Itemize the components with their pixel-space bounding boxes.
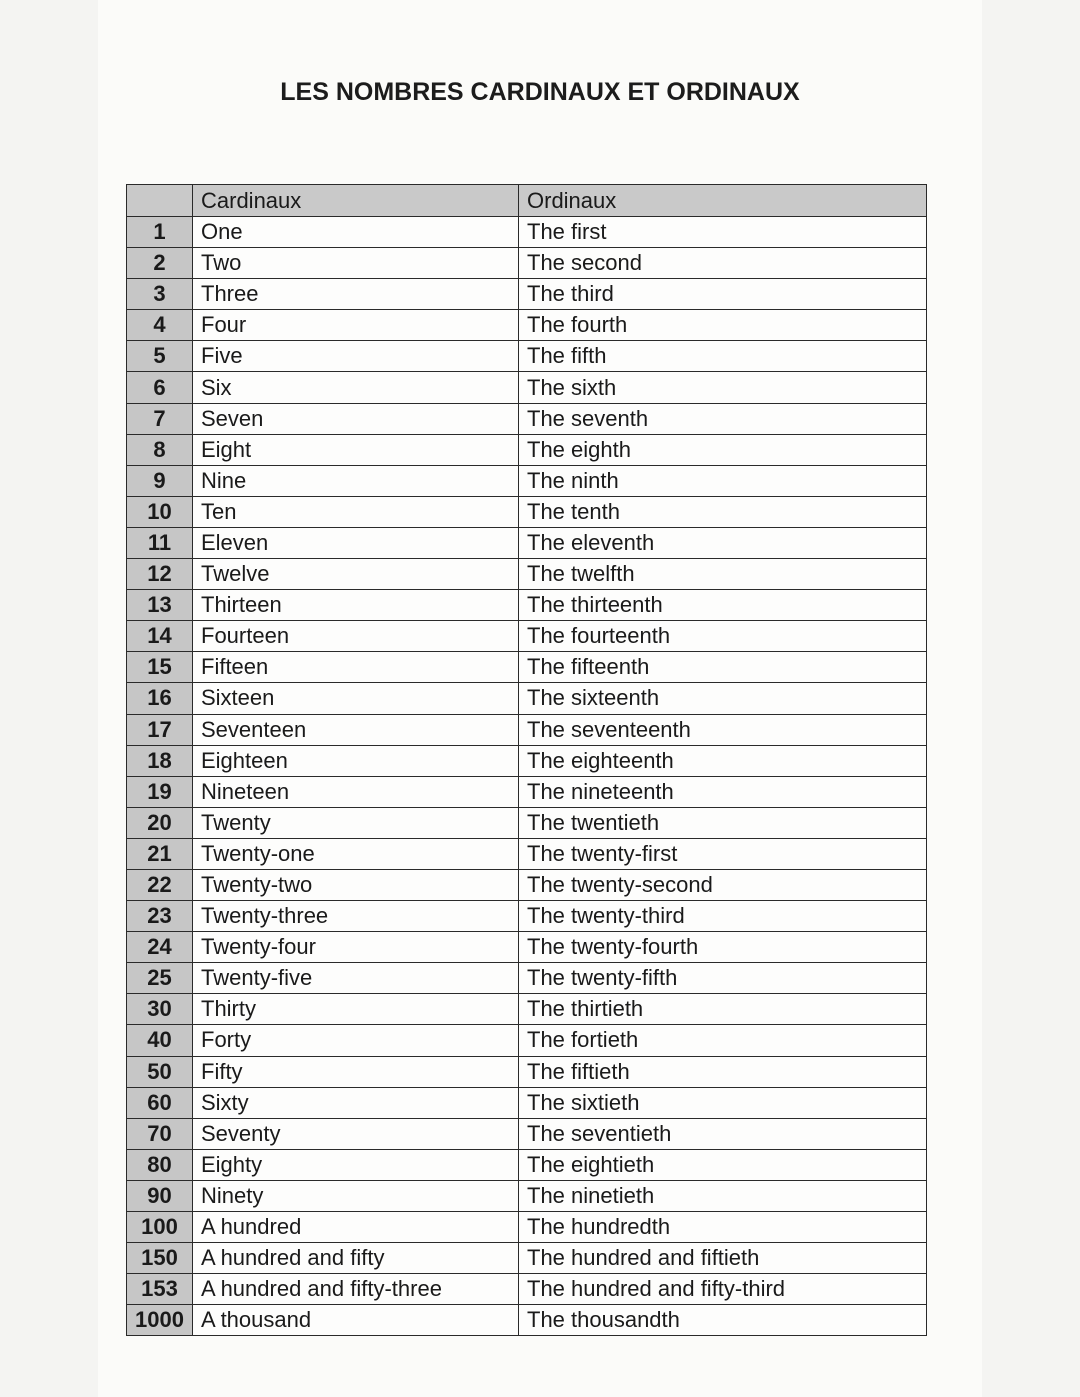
cardinal-cell: A thousand (193, 1305, 519, 1336)
header-cardinaux: Cardinaux (193, 185, 519, 217)
table-row (127, 776, 927, 807)
row-number: 24 (127, 932, 193, 963)
cardinal-cell: Fifty (193, 1056, 519, 1087)
cardinal-cell: Fifteen (193, 652, 519, 683)
row-number: 30 (127, 994, 193, 1025)
cardinal-cell: Twenty-three (193, 901, 519, 932)
ordinal-cell: The seventeenth (519, 714, 927, 745)
row-number: 2 (127, 248, 193, 279)
row-number: 60 (127, 1087, 193, 1118)
row-number: 9 (127, 465, 193, 496)
table-row (127, 1305, 927, 1336)
row-number: 23 (127, 901, 193, 932)
cardinal-cell: Twenty-two (193, 869, 519, 900)
cardinal-cell: Sixteen (193, 683, 519, 714)
ordinal-cell: The hundred and fifty-third (519, 1274, 927, 1305)
table-row (127, 1212, 927, 1243)
cardinal-cell: Twenty-one (193, 838, 519, 869)
cardinal-cell: Six (193, 372, 519, 403)
cardinal-cell: Thirteen (193, 590, 519, 621)
row-number: 3 (127, 279, 193, 310)
row-number: 40 (127, 1025, 193, 1056)
cardinal-cell: Twenty (193, 807, 519, 838)
ordinal-cell: The fourteenth (519, 621, 927, 652)
ordinal-cell: The hundred and fiftieth (519, 1243, 927, 1274)
ordinal-cell: The twenty-first (519, 838, 927, 869)
cardinal-cell: Four (193, 310, 519, 341)
cardinal-cell: Five (193, 341, 519, 372)
cardinal-cell: Twenty-five (193, 963, 519, 994)
cardinal-cell: Seven (193, 403, 519, 434)
row-number: 5 (127, 341, 193, 372)
table-row (127, 869, 927, 900)
row-number: 14 (127, 621, 193, 652)
ordinal-cell: The eightieth (519, 1149, 927, 1180)
cardinal-cell: Eight (193, 434, 519, 465)
table-row (127, 714, 927, 745)
cardinal-cell: Twelve (193, 559, 519, 590)
table-row (127, 465, 927, 496)
ordinal-cell: The thirtieth (519, 994, 927, 1025)
ordinal-cell: The tenth (519, 496, 927, 527)
table-row (127, 403, 927, 434)
table-row (127, 217, 927, 248)
ordinal-cell: The ninetieth (519, 1180, 927, 1211)
cardinal-cell: Eighteen (193, 745, 519, 776)
table-row (127, 1274, 927, 1305)
table-row (127, 341, 927, 372)
cardinal-cell: A hundred and fifty (193, 1243, 519, 1274)
row-number: 80 (127, 1149, 193, 1180)
cardinal-cell: Thirty (193, 994, 519, 1025)
cardinal-cell: Ten (193, 496, 519, 527)
ordinal-cell: The eighth (519, 434, 927, 465)
ordinal-cell: The third (519, 279, 927, 310)
table-row (127, 1149, 927, 1180)
row-number: 70 (127, 1118, 193, 1149)
ordinal-cell: The fifth (519, 341, 927, 372)
ordinal-cell: The nineteenth (519, 776, 927, 807)
table-row (127, 745, 927, 776)
ordinal-cell: The sixth (519, 372, 927, 403)
ordinal-cell: The fiftieth (519, 1056, 927, 1087)
ordinal-cell: The eleventh (519, 527, 927, 558)
page-title: LES NOMBRES CARDINAUX ET ORDINAUX (280, 78, 800, 106)
row-number: 22 (127, 869, 193, 900)
table-row (127, 901, 927, 932)
table-row (127, 1025, 927, 1056)
table-row (127, 963, 927, 994)
table-row (127, 559, 927, 590)
table-row (127, 496, 927, 527)
row-number: 1 (127, 217, 193, 248)
row-number: 10 (127, 496, 193, 527)
row-number: 13 (127, 590, 193, 621)
cardinal-cell: Twenty-four (193, 932, 519, 963)
table-row (127, 932, 927, 963)
table-row (127, 807, 927, 838)
header-ordinaux: Ordinaux (519, 185, 927, 217)
cardinal-cell: Seventeen (193, 714, 519, 745)
cardinal-cell: Ninety (193, 1180, 519, 1211)
table-row (127, 838, 927, 869)
table-row (127, 248, 927, 279)
row-number: 18 (127, 745, 193, 776)
table-row (127, 310, 927, 341)
cardinal-cell: Eighty (193, 1149, 519, 1180)
ordinal-cell: The twentieth (519, 807, 927, 838)
table-row (127, 994, 927, 1025)
row-number: 1000 (127, 1305, 193, 1336)
cardinal-cell: A hundred and fifty-three (193, 1274, 519, 1305)
table-header-row (127, 185, 927, 217)
table-row (127, 527, 927, 558)
row-number: 7 (127, 403, 193, 434)
table-row (127, 1087, 927, 1118)
ordinal-cell: The twelfth (519, 559, 927, 590)
row-number: 100 (127, 1212, 193, 1243)
cardinal-cell: Three (193, 279, 519, 310)
cardinal-cell: Nine (193, 465, 519, 496)
table-row (127, 434, 927, 465)
table-row (127, 279, 927, 310)
ordinal-cell: The hundredth (519, 1212, 927, 1243)
cardinal-cell: Fourteen (193, 621, 519, 652)
row-number: 12 (127, 559, 193, 590)
ordinal-cell: The fortieth (519, 1025, 927, 1056)
row-number: 17 (127, 714, 193, 745)
table-row (127, 683, 927, 714)
row-number: 50 (127, 1056, 193, 1087)
row-number: 16 (127, 683, 193, 714)
table-row (127, 1180, 927, 1211)
header-number (127, 185, 193, 217)
ordinal-cell: The sixtieth (519, 1087, 927, 1118)
cardinal-cell: Two (193, 248, 519, 279)
table-row (127, 652, 927, 683)
cardinal-cell: One (193, 217, 519, 248)
ordinal-cell: The twenty-fourth (519, 932, 927, 963)
row-number: 153 (127, 1274, 193, 1305)
ordinal-cell: The second (519, 248, 927, 279)
row-number: 20 (127, 807, 193, 838)
table-row (127, 621, 927, 652)
table-row (127, 590, 927, 621)
ordinal-cell: The fourth (519, 310, 927, 341)
numbers-table (126, 184, 927, 1336)
row-number: 90 (127, 1180, 193, 1211)
ordinal-cell: The first (519, 217, 927, 248)
ordinal-cell: The seventieth (519, 1118, 927, 1149)
cardinal-cell: A hundred (193, 1212, 519, 1243)
row-number: 8 (127, 434, 193, 465)
ordinal-cell: The fifteenth (519, 652, 927, 683)
row-number: 11 (127, 527, 193, 558)
row-number: 21 (127, 838, 193, 869)
ordinal-cell: The thirteenth (519, 590, 927, 621)
row-number: 19 (127, 776, 193, 807)
row-number: 150 (127, 1243, 193, 1274)
cardinal-cell: Sixty (193, 1087, 519, 1118)
ordinal-cell: The twenty-fifth (519, 963, 927, 994)
row-number: 6 (127, 372, 193, 403)
ordinal-cell: The twenty-second (519, 869, 927, 900)
ordinal-cell: The eighteenth (519, 745, 927, 776)
row-number: 25 (127, 963, 193, 994)
row-number: 15 (127, 652, 193, 683)
ordinal-cell: The twenty-third (519, 901, 927, 932)
cardinal-cell: Nineteen (193, 776, 519, 807)
ordinal-cell: The seventh (519, 403, 927, 434)
cardinal-cell: Forty (193, 1025, 519, 1056)
row-number: 4 (127, 310, 193, 341)
table-row (127, 1243, 927, 1274)
ordinal-cell: The ninth (519, 465, 927, 496)
ordinal-cell: The thousandth (519, 1305, 927, 1336)
cardinal-cell: Eleven (193, 527, 519, 558)
table-row (127, 372, 927, 403)
table-row (127, 1056, 927, 1087)
ordinal-cell: The sixteenth (519, 683, 927, 714)
cardinal-cell: Seventy (193, 1118, 519, 1149)
table-row (127, 1118, 927, 1149)
